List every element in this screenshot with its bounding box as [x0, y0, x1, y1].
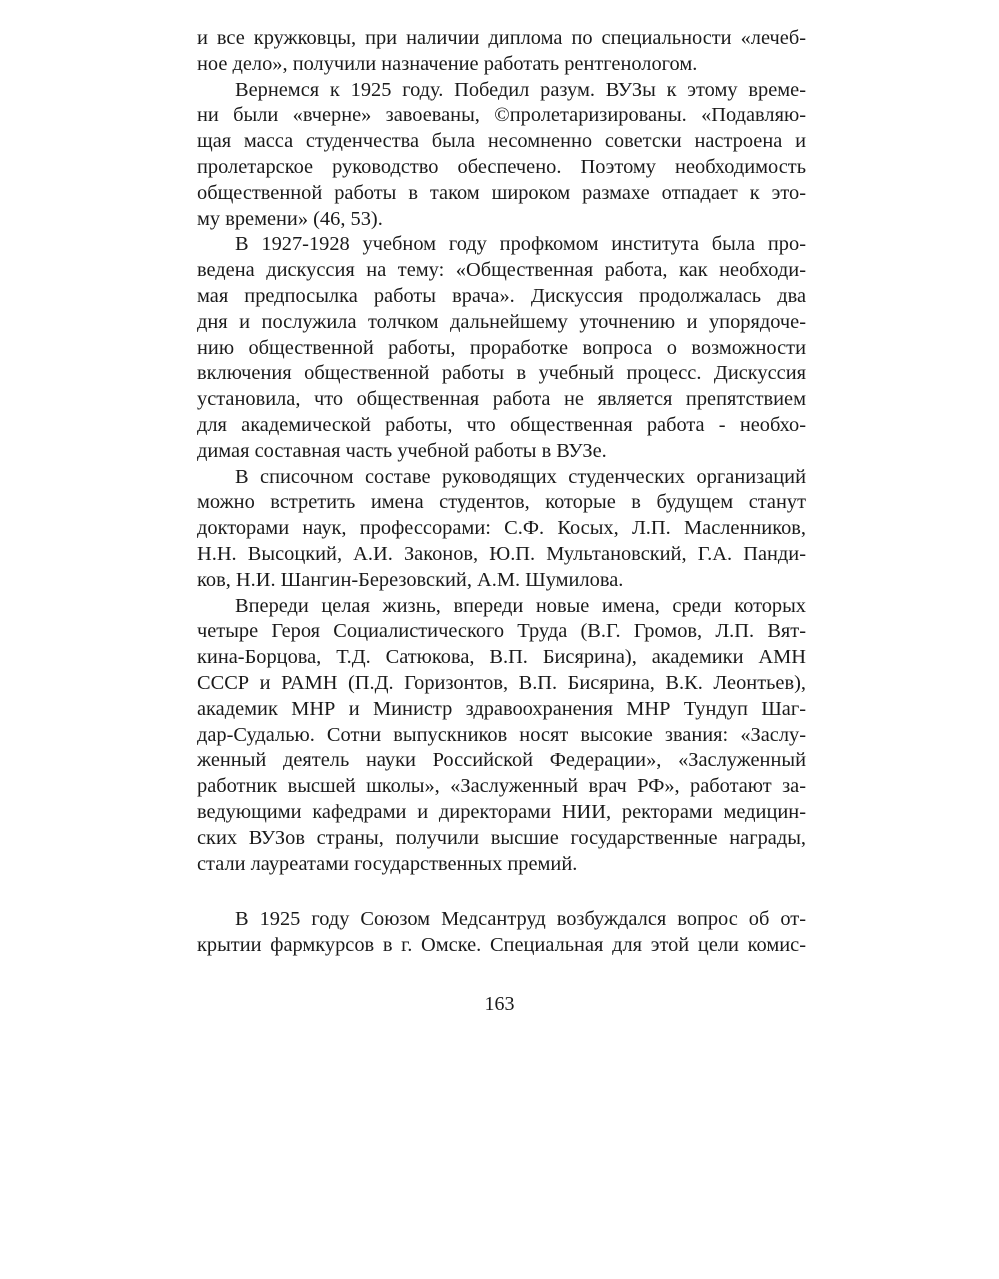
page-number: 163	[484, 993, 515, 1015]
text-line: академик МНР и Министр здравоохранения МНР Тундуп Шаг-	[197, 697, 806, 720]
text-line: и все кружковцы, при наличии диплома по специальности «лечеб-	[197, 27, 806, 49]
text-line: дня и послужила толчком дальнейшему уточнению и упорядоче-	[197, 310, 806, 333]
text-line: докторами наук, профессорами: С.Ф. Косых, Л.П. Масленников,	[197, 517, 806, 540]
text-line: В списочном составе руководящих студенческих организаций	[235, 465, 806, 488]
text-line: ведена дискуссия на тему: «Общественная работа, как необходи-	[197, 259, 806, 282]
text-line: мая предпосылка работы врача». Дискуссия продолжалась два	[197, 284, 806, 307]
text-line: для академической работы, что общественная работа - необхо-	[197, 413, 806, 436]
text-line: му времени» (46, 53).	[197, 207, 383, 230]
text-line: ведующими кафедрами и директорами НИИ, ректорами медицин-	[197, 800, 806, 823]
paragraph-gap	[197, 877, 806, 907]
text-line: ни были «вчерне» завоеваны, ©пролетаризированы. «Подавляю-	[197, 104, 806, 127]
paragraph	[197, 232, 806, 464]
text-line: включения общественной работы в учебный процесс. Дискуссия	[197, 362, 806, 385]
paragraph	[197, 78, 806, 233]
text-line: пролетарское руководство обеспечено. Поэтому необходимость	[197, 155, 806, 178]
text-line: ное дело», получили назначение работать рентгенологом.	[197, 52, 698, 75]
text-line: женный деятель науки Российской Федерации», «Заслуженный	[197, 749, 806, 772]
text-line: В 1925 году Союзом Медсантруд возбуждался вопрос об от-	[235, 908, 806, 931]
text-line: работник высшей школы», «Заслуженный врач РФ», работают за-	[197, 775, 806, 798]
text-line: В 1927-1928 учебном году профкомом института была про-	[235, 233, 806, 256]
text-line: четыре Героя Социалистического Труда (В.Г. Громов, Л.П. Вят-	[197, 620, 806, 643]
paragraph	[197, 26, 806, 78]
text-line: Н.Н. Высоцкий, А.И. Законов, Ю.П. Мультановский, Г.А. Панди-	[197, 542, 806, 565]
text-line: Вернемся к 1925 году. Победил разум. ВУЗы к этому време-	[235, 78, 806, 101]
text-line: СССР и РАМН (П.Д. Горизонтов, В.П. Бисярина, В.К. Леонтьев),	[197, 671, 806, 694]
page-body	[197, 26, 806, 959]
text-line: установила, что общественная работа не является препятствием	[197, 388, 806, 411]
text-line: дар-Судалью. Сотни выпускников носят высокие звания: «Заслу-	[197, 723, 806, 746]
text-line: стали лауреатами государственных премий.	[197, 852, 578, 875]
paragraph	[197, 907, 806, 959]
text-line: Впереди целая жизнь, впереди новые имена, среди которых	[235, 594, 806, 617]
text-line: щая масса студенчества была несомненно советски настроена и	[197, 130, 806, 153]
paragraph	[197, 594, 806, 878]
text-line: ков, Н.И. Шангин-Березовский, А.М. Шумилова.	[197, 568, 624, 591]
text-line: нию общественной работы, проработке вопроса о возможности	[197, 336, 806, 359]
paragraph	[197, 465, 806, 594]
text-line: димая составная часть учебной работы в ВУЗе.	[197, 439, 607, 462]
text-line: можно встретить имена студентов, которые в будущем станут	[197, 491, 806, 514]
text-line: кина-Борцова, Т.Д. Сатюкова, В.П. Бисярина), академики АМН	[197, 646, 806, 669]
text-line: крытии фармкурсов в г. Омске. Специальная для этой цели комис-	[197, 934, 806, 957]
text-line: ских ВУЗов страны, получили высшие государственные награды,	[197, 826, 806, 849]
text-line: общественной работы в таком широком размахе отпадает к это-	[197, 181, 806, 204]
